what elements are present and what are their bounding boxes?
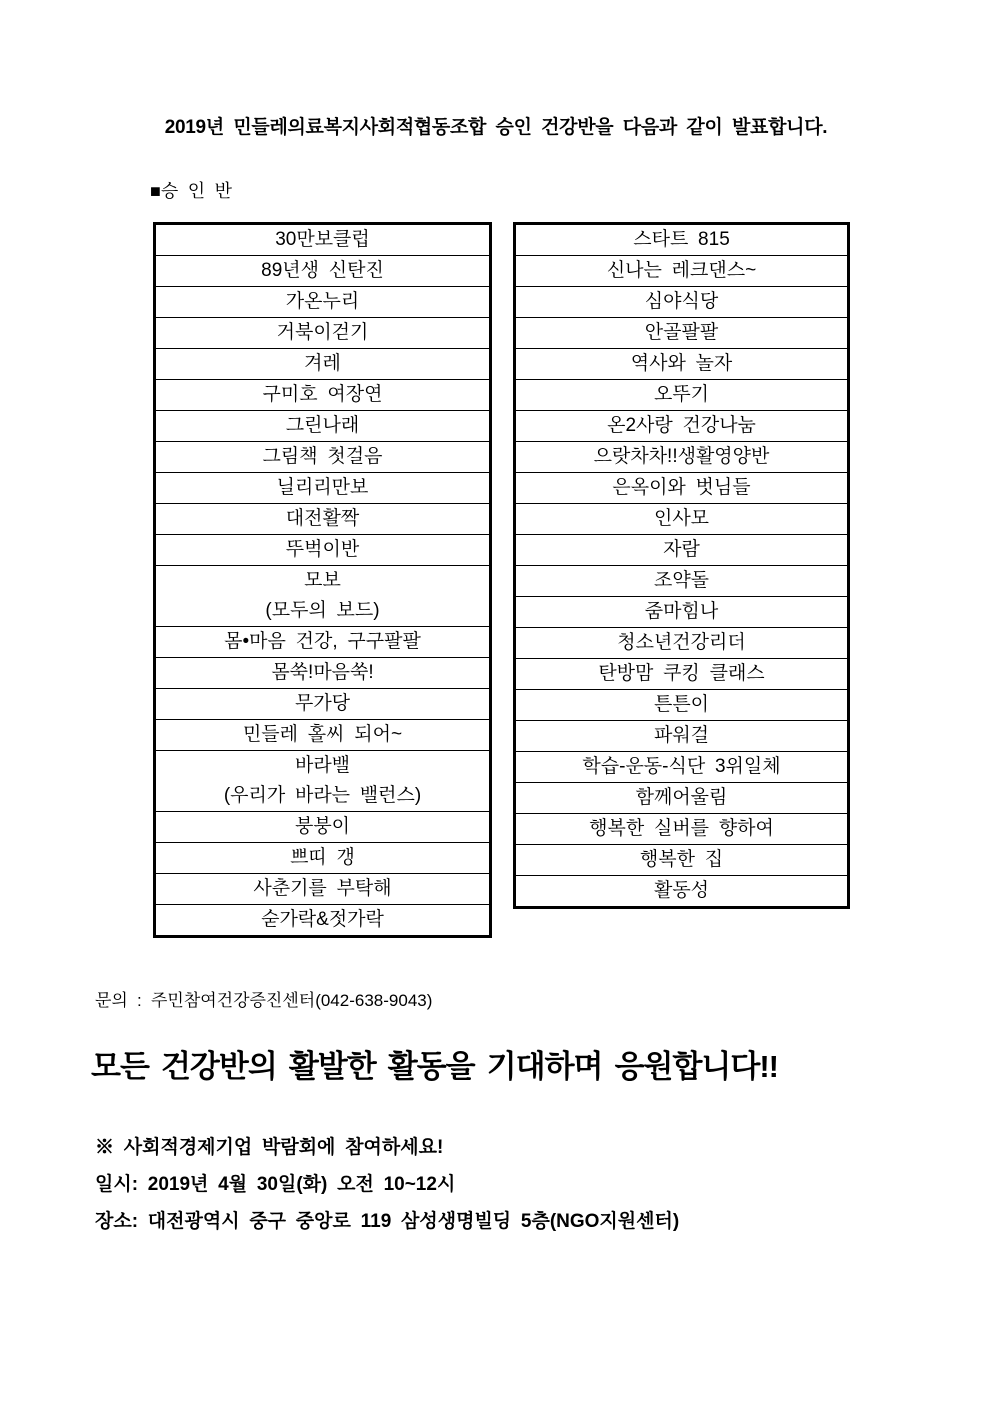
table-row: 조약돌: [516, 565, 847, 596]
table-row: 심야식당: [516, 286, 847, 317]
table-row: 은옥이와 벗님들: [516, 472, 847, 503]
table-row: 그린나래: [156, 410, 489, 441]
table-row: 튼튼이: [516, 689, 847, 720]
table-row: 온2사랑 건강나눔: [516, 410, 847, 441]
table-row: 역사와 놀자: [516, 348, 847, 379]
table-row: 안골팔팔: [516, 317, 847, 348]
table-row: 자람: [516, 534, 847, 565]
table-row: 몸쑥!마음쑥!: [156, 657, 489, 688]
table-row: 학습-운동-식단 3위일체: [516, 751, 847, 782]
table-row: 행복한 실버를 향하여: [516, 813, 847, 844]
table-row: 붕붕이: [156, 811, 489, 842]
table-row: 행복한 집: [516, 844, 847, 875]
table-row: 숟가락&젓가락: [156, 904, 489, 935]
contact-info: 문의 : 주민참여건강증진센터(042-638-9043): [95, 991, 433, 1010]
table-row: 파워걸: [516, 720, 847, 751]
table-row: 구미호 여장연: [156, 379, 489, 410]
table-row: 탄방맘 쿠킹 클래스: [516, 658, 847, 689]
approved-classes-table-left: [153, 222, 492, 938]
table-row: 활동성: [516, 875, 847, 906]
table-row: 으랏차차!!생활영양반: [516, 441, 847, 472]
table-row: 함께어울림: [516, 782, 847, 813]
table-row: 청소년건강리더: [516, 627, 847, 658]
section-heading-approved-classes: ■승 인 반: [150, 181, 232, 201]
table-row: 대전활짝: [156, 503, 489, 534]
table-row: 스타트 815: [633, 229, 730, 250]
table-row: 뚜벅이반: [156, 534, 489, 565]
table-row: 그림책 첫걸음: [156, 441, 489, 472]
table-row: 닐리리만보: [156, 472, 489, 503]
table-row: 오뚜기: [516, 379, 847, 410]
table-row: 겨레: [156, 348, 489, 379]
expo-notice-heading: ※ 사회적경제기업 박람회에 참여하세요!: [95, 1137, 444, 1158]
table-row: 사춘기를 부탁해: [156, 873, 489, 904]
document-title: 2019년 민들레의료복지사회적협동조합 승인 건강반을 다음과 같이 발표합니다.: [164, 117, 828, 138]
table-row: 신나는 레크댄스~: [516, 255, 847, 286]
table-row: 쁘띠 갱: [156, 842, 489, 873]
table-row: 몸•마음 건강, 구구팔팔: [156, 626, 489, 657]
table-row: 줌마힘나: [516, 596, 847, 627]
table-row: 모보 (모두의 보드): [156, 565, 489, 626]
expo-notice-location: 장소: 대전광역시 중구 중앙로 119 삼성생명빌딩 5층(NGO지원센터): [95, 1211, 680, 1232]
table-row: 89년생 신탄진: [156, 255, 489, 286]
table-row: 민들레 홀씨 되어~: [156, 719, 489, 750]
table-row: 거북이걷기: [156, 317, 489, 348]
table-row: 무가당: [156, 688, 489, 719]
table-row: 가온누리: [156, 286, 489, 317]
cheer-message: 모든 건강반의 활발한 활동을 기대하며 응원합니다!!: [91, 1049, 778, 1084]
approved-classes-table-right: [513, 222, 850, 909]
table-row: 인사모: [516, 503, 847, 534]
expo-notice-datetime: 일시: 2019년 4월 30일(화) 오전 10~12시: [95, 1174, 456, 1195]
table-row: 바라밸 (우리가 바라는 밸런스): [156, 750, 489, 811]
table-row: 30만보클럽: [275, 229, 370, 250]
